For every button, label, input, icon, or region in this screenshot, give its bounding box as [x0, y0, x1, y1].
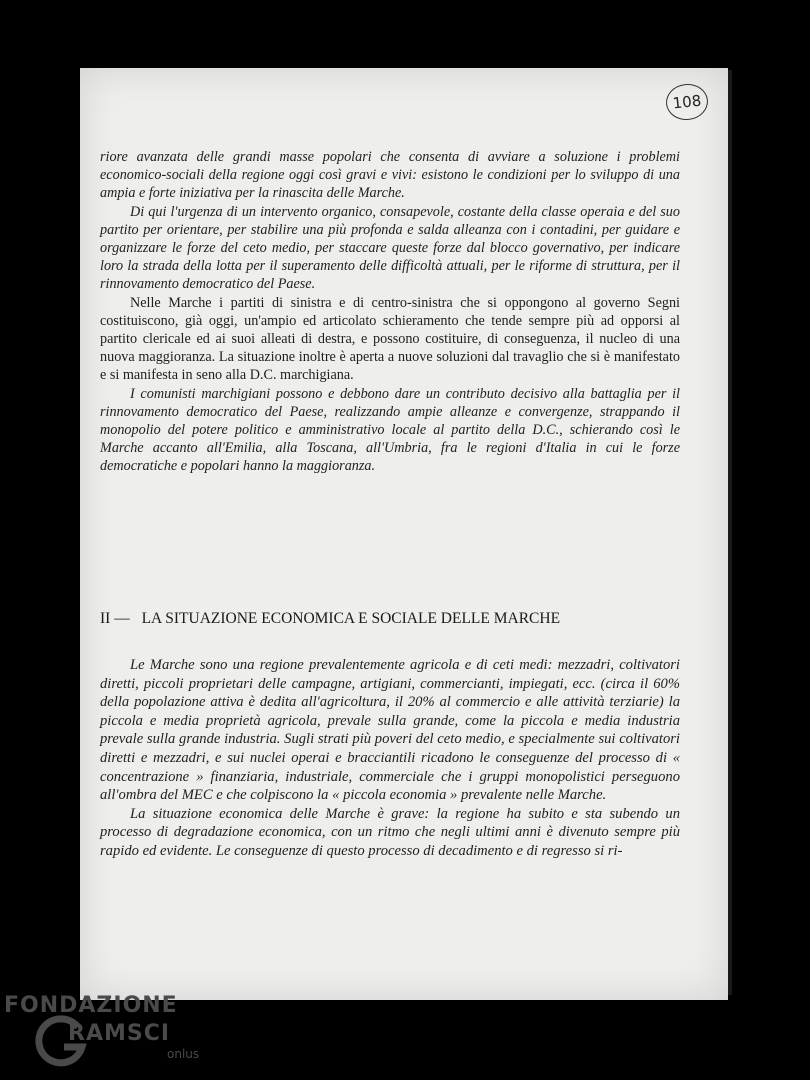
logo-suffix: onlus: [167, 1047, 200, 1061]
section-number: II —: [100, 610, 130, 627]
logo-line-2: RAMSCI: [68, 1021, 171, 1046]
logo-line-1: FONDAZIONE: [4, 993, 178, 1018]
paragraph-2: Di qui l'urgenza di un intervento organico, consapevole, costante della classe operaia e del suo partito per orientare, per stabilire una più profonda e salda alleanza con i contadini, per guidare e organizzare le forze del ceto medio, per staccare queste forze dal blocco governativo, per indicare loro la strada della lotta per il superamento delle difficoltà attuali, per le riforme di struttura, per il rinnovamento democratico del Paese.: [100, 203, 680, 293]
section-heading: [100, 610, 680, 628]
section-2-text: [100, 656, 680, 861]
paragraph-6: La situazione economica delle Marche è grave: la regione ha subito e sta subendo un processo di degradazione economica, con un ritmo che negli ultimi anni è divenuto sempre più rapido ed evidente. Le conseguenze di questo processo di decadimento e di regresso si ri-: [100, 805, 680, 859]
section-title: LA SITUAZIONE ECONOMICA E SOCIALE DELLE MARCHE: [141, 610, 561, 627]
folio-number: 108: [664, 82, 710, 122]
fondazione-gramsci-logo: [4, 993, 204, 1073]
paragraph-4: I comunisti marchigiani possono e debbono dare un contributo decisivo alla battaglia per il rinnovamento democratico del Paese, realizzando ampie alleanze e convergenze, strappando il monopolio del potere politico e amministrativo locale al partito della D.C., schierando così le Marche accanto all'Emilia, alla Toscana, all'Umbria, fra le regioni d'Italia in cui le forze democratiche e popolari hanno la maggioranza.: [100, 385, 680, 475]
paragraph-5: Le Marche sono una regione prevalentemente agricola e di ceti medi: mezzadri, coltivatori diretti, piccoli proprietari delle campagne, artigiani, commercianti, impiegati, ecc. (circa il 60% della popolazione attiva è dedita all'agricoltura, il 20% al commercio e alle attività terziarie) la piccola e media proprietà agricola, prevale sulla grande, come la piccola e media industria prevale sulla grande industria. Sugli strati più poveri del ceto medio, e specialmente sui coltivatori diretti e mezzadri, e sui nuclei operai e bracciantili ricadono le conseguenze del processo di « concentrazione » finanziaria, industriale, commerciale che i gruppi monopolistici perseguono all'ombra del MEC e che colpiscono la « piccola economia » prevalente nelle Marche.: [100, 657, 680, 804]
section-1-text: [100, 148, 680, 476]
paragraph-1: riore avanzata delle grandi masse popolari che consenta di avviare a soluzione i problemi economico-sociali della regione oggi così gravi e vivi: esistono le condizioni per lo sviluppo di una ampia e forte iniziativa per la rinascita delle Marche.: [100, 149, 680, 202]
paragraph-3: Nelle Marche i partiti di sinistra e di centro-sinistra che si oppongono al governo Segni costituiscono, già oggi, un'ampio ed articolato schieramento che tende sempre più ad opporsi al partito clericale ed ai suoi alleati di destra, e possono costituire, di conseguenza, il nucleo di una nuova maggioranza. La situazione inoltre è aperta a nuove soluzioni dal travaglio che si è manifestato e si manifesta in seno alla D.C. marchigiana.: [100, 294, 680, 384]
